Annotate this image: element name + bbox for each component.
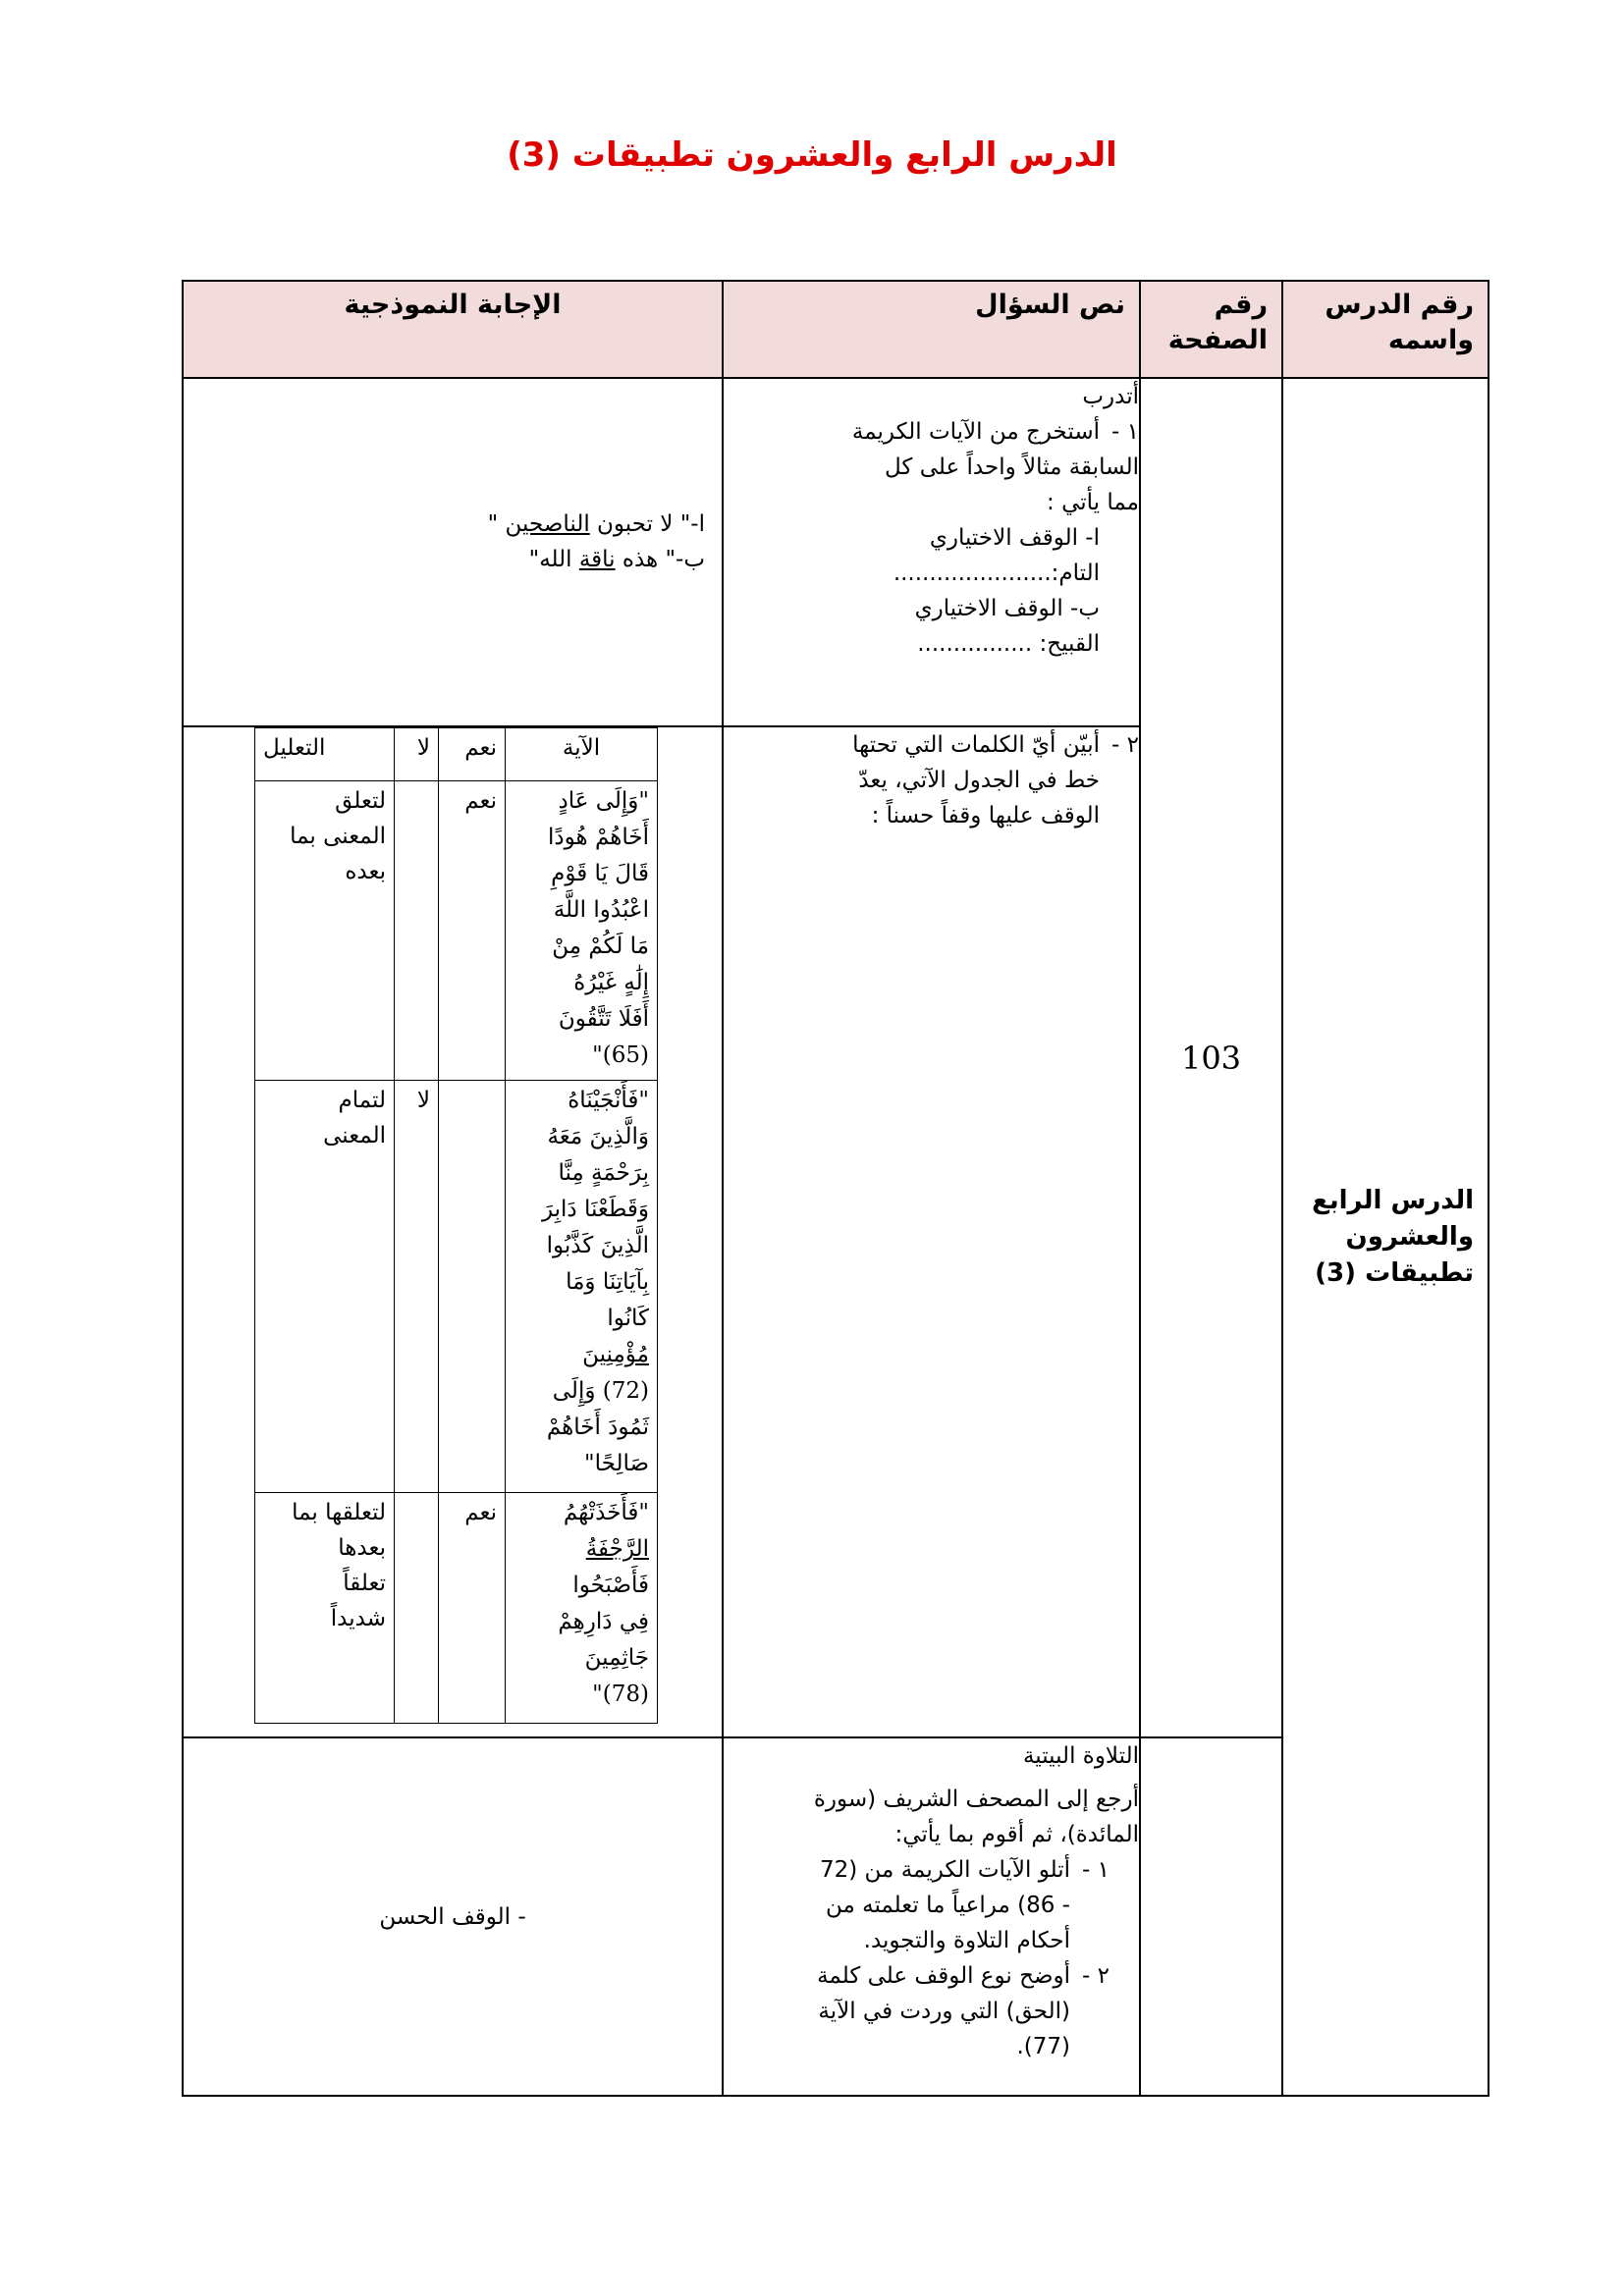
row-exercise-1	[183, 378, 1489, 726]
yes-cell: نعم	[439, 1493, 506, 1724]
lesson-name-cell: الدرس الرابع والعشرون تطبيقات (3)	[1282, 378, 1489, 2096]
answer-1b: ب-" هذه ناقة الله"	[528, 547, 705, 572]
page-number: 103	[1180, 1039, 1242, 1077]
header-row	[183, 281, 1489, 378]
reason-cell: لتعلق المعنى بما بعده	[255, 781, 395, 1081]
no-cell: لا	[395, 1081, 439, 1493]
lesson-table	[182, 280, 1489, 2097]
verse-cell: "فَأَنْجَيْنَاهُ وَالَّذِينَ مَعَهُ بِرَحْمَةٍ مِنَّا وَقَطَعْنَا دَابِرَ الَّذِينَ كَذَّبُوا بِآيَاتِنَا وَمَا كَانُوا مُؤْمِنِينَ (72) وَإِلَى ثَمُودَ أَخَاهُمْ صَالِحًا"	[506, 1081, 658, 1493]
header-answer: الإجابة النموذجية	[183, 281, 723, 378]
answer-3-cell	[183, 1737, 723, 2096]
stop-row-1	[255, 781, 658, 1081]
verse-cell: "وَإِلَى عَادٍ أَخَاهُمْ هُودًا قَالَ يَا قَوْمِ اعْبُدُوا اللَّهَ مَا لَكُمْ مِنْ إِلَٰهٍ غَيْرُهُ أَفَلَا تَتَّقُونَ (65)"	[506, 781, 658, 1081]
answer-1-cell	[183, 378, 723, 726]
page-number-cell	[1140, 378, 1282, 1737]
stop-row-3	[255, 1493, 658, 1724]
no-cell	[395, 1493, 439, 1724]
reason-cell: لتمام المعنى	[255, 1081, 395, 1493]
answer-3: - الوقف الحسن	[379, 1903, 526, 1930]
answer-1a: ا-" لا تحبون الناصحين "	[487, 511, 705, 537]
question-1-cell: أتدرب ١ -أستخرج من الآيات الكريمة السابقة مثالاً واحداً على كل مما يأتي : ا- الوقف الاختياري التام:...................... ب- الوقف الاختياري القبيح: ................	[723, 378, 1140, 726]
verse-cell: "فَأَخَذَتْهُمُ الرَّجْفَةُ فَأَصْبَحُوا فِي دَارِهِمْ جَاثِمِينَ (78)"	[506, 1493, 658, 1724]
answer-2-cell	[183, 726, 723, 1737]
header-lesson: رقم الدرس واسمه	[1282, 281, 1489, 378]
stop-table-header: الآية نعم لا التعليل	[255, 728, 658, 781]
question-2-cell: ٢ -أبيّن أيّ الكلمات التي تحتها خط في الجدول الآتي، يعدّ الوقف عليها وقفاً حسناً :	[723, 726, 1140, 1737]
header-page: رقم الصفحة	[1140, 281, 1282, 378]
no-cell	[395, 781, 439, 1081]
practice-heading: أتدرب	[1082, 384, 1139, 409]
recitation-heading: التلاوة البيتية	[1022, 1743, 1139, 1769]
stop-table	[254, 727, 658, 1724]
header-question: نص السؤال	[723, 281, 1140, 378]
yes-cell	[439, 1081, 506, 1493]
stop-row-2	[255, 1081, 658, 1493]
reason-cell: لتعلقها بما بعدها تعلقاً شديداً	[255, 1493, 395, 1724]
empty-page-cell	[1140, 1737, 1282, 2096]
yes-cell: نعم	[439, 781, 506, 1081]
question-3-cell: التلاوة البيتية أرجع إلى المصحف الشريف (سورة المائدة)، ثم أقوم بما يأتي: ١ -أتلو الآيات الكريمة من (72 - 86) مراعياً ما تعلمته من أحكام التلاوة والتجويد. ٢ -أوضح نوع الوقف على كلمة (الحق) التي وردت في الآية (77).	[723, 1737, 1140, 2096]
page-title: الدرس الرابع والعشرون تطبيقات (3)	[507, 135, 1117, 175]
